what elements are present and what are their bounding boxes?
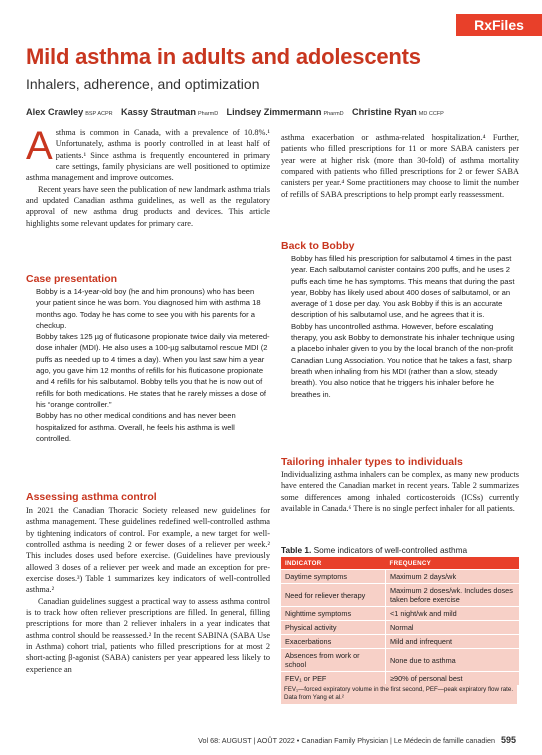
author-name: Kassy Strautman [120,107,196,117]
assess-paragraph: In 2021 the Canadian Thoracic Society released new guidelines for asthma management. These guidelines redefined well-controlled asthma by tightening indicators of control. For example, a new target for well-controlled asthma is needing 2 or fewer doses of a reliever per week.² This includes doses used before exercise. (Guidelines have previously allowed 3 doses of a reliever per week and made an exception for pre-exercise doses.³) Table 1 summarizes key indicators of well-controlled asthma.² [26,506,270,595]
table-row: Absences from work or school None due to asthma [281,649,519,672]
author-credential: MD CCFP [418,111,444,117]
table-row: Daytime symptoms Maximum 2 days/wk [281,570,519,584]
author-name: Christine Ryan [351,107,417,117]
tailoring-paragraph: Individualizing asthma inhalers can be complex, as many new products have entered the Canadian market in recent years. Table 2 summarizes some differences among inhaled corticosteroids (ICSs) currently available in Canada.⁶ There is no single perfect inhaler for all patients. [281,470,519,514]
assess-paragraph-2: Canadian guidelines suggest a practical way to assess asthma control is to track how often reliever prescriptions are filled. In general, filling prescriptions for more than 2 reliever inhalers in a year indicates that asthma control should be reassessed.² In the recent SABINA (SABA Use in Asthma) cohort trial, patients who filled prescriptions for at most 2 short-acting β-agonist (SABA) canisters per year appeared less likely to experience an [26,596,270,674]
article-title: Mild asthma in adults and adolescents [26,44,421,69]
table-row: Exacerbations Mild and infrequent [281,635,519,649]
drop-cap: A [26,124,53,168]
table-header-cell: INDICATOR [281,557,386,570]
rxfiles-badge: RxFiles [456,14,542,36]
intro-paragraph: Asthma is common in Canada, with a prevalence of 10.8%.¹ Unfortunately, asthma is poorly controlled in at least half of patients.¹ Since asthma is frequently encountered in primary care settings, family physicians are well positioned to optimize asthma management and improve outcomes. [26,124,270,183]
case-heading: Case presentation [26,273,118,285]
table-header-row [281,557,519,570]
intro-paragraph-2: Recent years have seen the publication of new landmark asthma trials and updated Canadian asthma guidelines, as well as the regulatory approval of new asthma drug products and devices. This article highlights some relevant updates for primary care. [26,184,270,228]
table-row: Nighttime symptoms <1 night/wk and mild [281,607,519,621]
author-credential: PharmD [323,111,344,117]
table-row: FEV₁ or PEF ≥90% of personal best [281,672,519,686]
back-to-bobby-section [281,253,519,400]
case-paragraph: Bobby takes 125 µg of fluticasone propionate twice daily via metered-dose inhaler (MDI). He also uses a 100-µg salbutamol rescue MDI (2 puffs as needed up to 4 times a day). When you last saw him a year ago, you gave him 12 months of refills for his fluticasone propionate and 4 refills for his salbutamol. Bobby tells you that he is now out of refills for both medications. He states that he rarely misses a dose of his “orange controller.” [36,332,270,409]
case-paragraph: Bobby has no other medical conditions and has never been hospitalized for asthma. Overall, he feels his asthma is well controlled. [36,411,236,443]
page-footer [198,735,516,745]
table-footnote: FEV₁—forced expiratory volume in the first second, PEF—peak expiratory flow rate. Data from Yang et al.² [281,684,517,704]
tailoring-section [281,469,519,514]
author-name: Lindsey Zimmermann [226,107,322,117]
author-list [26,107,526,117]
author-credential: PharmD [198,111,219,117]
table-row: Need for reliever therapy Maximum 2 doses/wk. Includes doses taken before exercise [281,584,519,607]
back-to-bobby-heading: Back to Bobby [281,240,355,252]
table-title: Table 1. Some indicators of well-controlled asthma [281,545,468,555]
intro-section [26,124,270,229]
case-paragraph: Bobby is a 14-year-old boy (he and him pronouns) who has been your patient since he was born. You diagnosed him with asthma 18 months ago. Today he has come to see you with his parents for a checkup. [36,287,261,330]
assess-heading: Assessing asthma control [26,491,157,503]
page-number: 595 [500,735,516,745]
table-row: Physical activity Normal [281,621,519,635]
case-paragraph: Bobby has filled his prescription for salbutamol 4 times in the past year. Each salbutamol canister contains 200 puffs, and he uses 2 puffs each time he has symptoms. This means that during the past year, Bobby has likely used about 400 doses of salbutamol, or an average of 1 dose per day. You ask Bobby if this is an accurate description of his salbutamol use, and he agrees that it is. [291,254,515,320]
footer-citation: Vol 68: AUGUST | AOÛT 2022 • Canadian Family Physician | Le Médecin de famille canadien [198,736,495,745]
article-subtitle: Inhalers, adherence, and optimization [26,76,260,92]
case-section [26,286,270,444]
case-paragraph: Bobby has uncontrolled asthma. However, before escalating therapy, you ask Bobby to demonstrate his inhaler technique using a placebo inhaler given to you by the local branch of the non-profit Canadian Lung Association. You notice that he takes a fast, sharp breath when inhaling from his MDI (rather than a slow, steady breath). You also notice that he triggers his inhaler before he breathes in. [291,321,515,399]
continued-paragraph: asthma exacerbation or asthma-related hospitalization.⁴ Further, patients who filled prescriptions for 11 or more SABA canisters per year were at higher risk (more than 30-fold) of asthma mortality compared with patients who filled prescriptions for 2 or fewer SABA canisters per year.⁴ Some practitioners may choose to limit the number of refills of SABA prescriptions to help prompt early reassessment. [281,133,519,199]
indicators-table [281,557,519,685]
author-credential: BSP ACPR [85,111,113,117]
assess-section [26,505,270,675]
table-header-cell: FREQUENCY [386,557,520,570]
author-name: Alex Crawley [26,107,84,117]
tailoring-heading: Tailoring inhaler types to individuals [281,456,463,468]
